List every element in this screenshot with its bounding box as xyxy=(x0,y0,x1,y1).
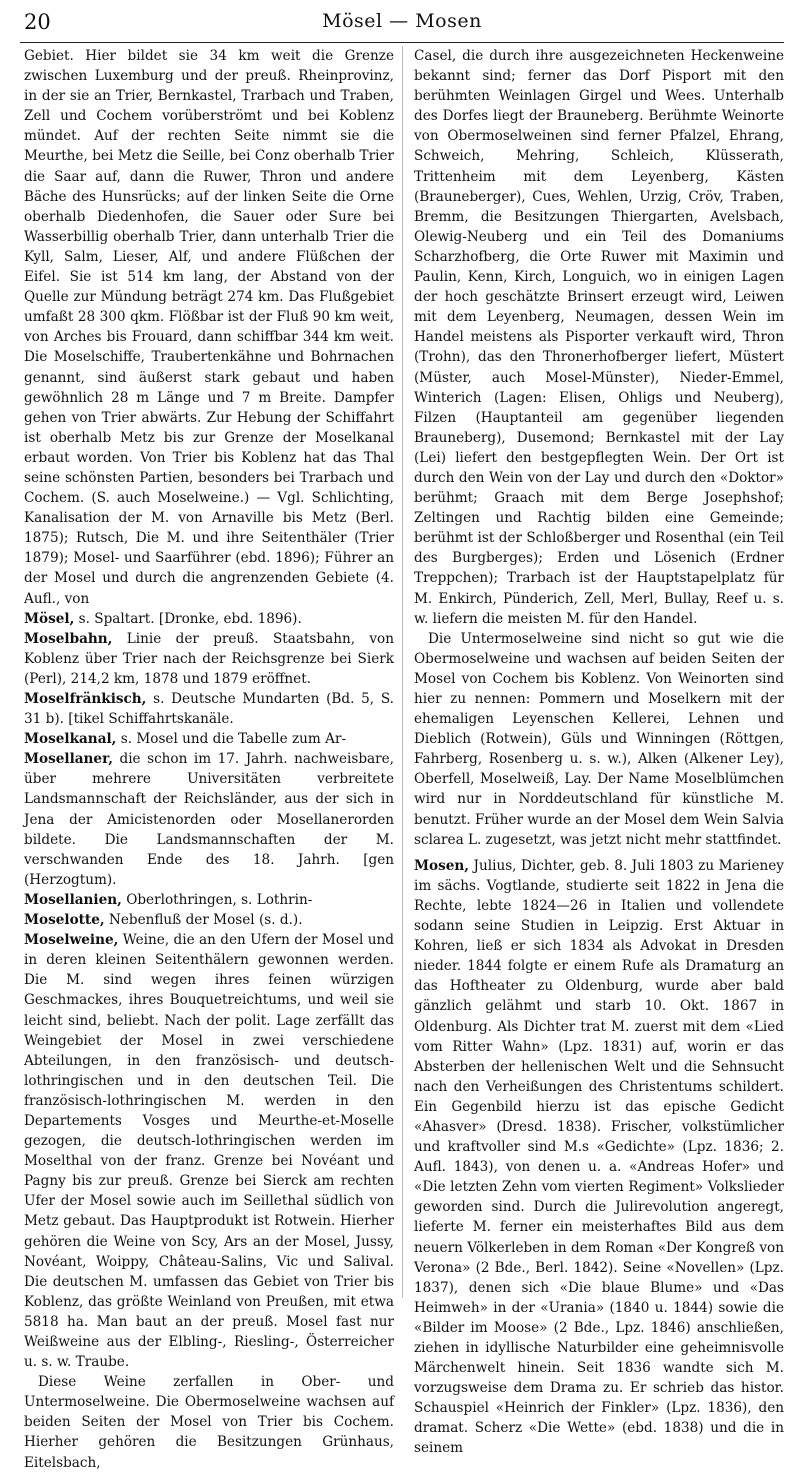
lemma: Mosellanien, xyxy=(24,891,122,908)
entry-moselkanal: Moselkanal, s. Mosel und die Tabelle zum Ar- xyxy=(24,731,347,748)
lemma: Moselbahn, xyxy=(24,630,113,647)
lemma: Mösel, xyxy=(24,610,75,627)
lemma: Moselotte, xyxy=(24,912,105,929)
entry-moselotte: Moselotte, Nebenfluß der Mosel (s. d.). xyxy=(24,912,303,929)
page-number: 20 xyxy=(24,10,51,34)
page-header xyxy=(24,6,780,40)
lemma: Mosen, xyxy=(414,857,470,874)
entry-moselfraenkisch: Moselfränkisch, s. Deutsche Mundarten (Bd. 5, S. 31 b). [tikel Schiffahrtskanäle. xyxy=(24,691,394,728)
entry-moesel: Mösel, s. Spaltart. [Dronke, ebd. 1896). xyxy=(24,610,302,627)
entry-moselweine-part2: Diese Weine zerfallen in Ober- und Untermoselweine. Die Obermoselweine wachsen auf beiden Seiten der Mosel von Trier bis Cochem. Hierher gehören die Besitzungen Grünhaus, Eitelsbach, xyxy=(24,1374,394,1471)
entry-mosel-continued: Gebiet. Hier bildet sie 34 km weit die Grenze zwischen Luxemburg und der preuß. Rheinprovinz, in der sie an Trier, Bernkastel, Trarbach und Traben, Zell und Cochem vorüberströmt und bei Koblenz mündet. Auf der rechten Seite nimmt sie die Meurthe, bei Metz die Seille, bei Conz oberhalb Trier die Saar auf, dann die Ruwer, Thron und andere Bäche des Hunsrücks; auf der linken Seite die Orne oberhalb Diedenhofen, die Sauer oder Sure bei Wasserbillig oberhalb Trier, dann unterhalb Trier die Kyll, Salm, Lieser, Alf, und andere Flüßchen der Eifel. Sie ist 514 km lang, der Abstand von der Quelle zur Mündung beträgt 274 km. Das Flußgebiet umfaßt 28 300 qkm. Flößbar ist der Fluß 90 km weit, von Arches bis Frouard, dann schiffbar 344 km weit. Die Moselschiffe, Traubertenkähne und Bohrnachen genannt, sind äußerst stark gebaut und haben gewöhnlich 28 m Länge und 7 m Breite. Dampfer gehen von Trier abwärts. Zur Hebung der Schiffahrt ist oberhalb Metz bis zur Grenze der Moselkanal erbaut worden. Von Trier bis Koblenz hat das Thal seine schönsten Partien, besonders bei Trarbach und Cochem. (S. auch Moselweine.) — Vgl. Schlichting, Kanalisation der M. von Arnaville bis Metz (Berl. 1875); Rutsch, Die M. und ihre Seitenthäler (Trier 1879); Mosel- und Saarführer (ebd. 1896); Führer an der Mosel und durch die angrenzenden Gebiete (4. Aufl., von xyxy=(24,48,394,607)
lemma: Moselweine, xyxy=(24,932,119,949)
entry-mosellaner: Mosellaner, die schon im 17. Jahrh. nachweisbare, über mehrere Universitäten verbreitete Landsmannschaft der Reichsländer, aus der sich in Jena der Amicistenorden oder Mosellanerorden bildete. Die Landsmannschaften der M. verschwanden Ende des 18. Jahrh. [gen (Herzogtum). xyxy=(24,751,394,888)
entry-mosen: Mosen, Julius, Dichter, geb. 8. Juli 1803 zu Marieney im sächs. Vogtlande, studierte seit 1822 in Jena die Rechte, lebte 1824—26 in Italien und vollendete sodann seine Studien in Leipzig. Erst Aktuar in Kohren, ließ er sich 1834 als Advokat in Dresden nieder. 1844 folgte er einem Rufe als Dramaturg an das Hoftheater zu Oldenburg, wurde aber bald gänzlich gelähmt und starb 10. Okt. 1867 in Oldenburg. Als Dichter trat M. zuerst mit dem «Lied vom Ritter Wahn» (Lpz. 1831) auf, worin er das Absterben der hellenischen Welt und die Sehnsucht nach den Verheißungen des Christentums schildert. Ein Gegenbild hierzu ist das epische Gedicht «Ahasver» (Dresd. 1838). Frischer, volkstümlicher und kraftvoller sind M.s «Gedichte» (Lpz. 1836; 2. Aufl. 1843), von denen u. a. «Andreas Hofer» und «Die letzten Zehn vom vierten Regiment» Volkslieder geworden sind. Durch die Julirevolution angeregt, lieferte M. ferner ein meisterhaftes Bild aus dem neuern Völkerleben in dem Roman «Der Kongreß von Verona» (2 Bde., Berl. 1842). Seine «Novellen» (Lpz. 1837), denen sich «Die blaue Blume» und «Das Heimweh» in der «Urania» (1840 u. 1844) sowie die «Bilder im Moose» (2 Bde., Lpz. 1846) anschließen, ziehen in idyllische Naturbilder eine geheimnisvolle Märchenwelt hinein. Seit 1836 wandte sich M. vorzugsweise dem Drama zu. Er schrieb das histor. Schauspiel «Heinrich der Finkler» (Lpz. 1836), den dramat. Scherz «Die Wette» (ebd. 1838) und die in seinem xyxy=(414,857,784,1457)
header-rule xyxy=(20,42,784,43)
running-title: Mösel — Mosen xyxy=(322,10,482,32)
left-column xyxy=(24,46,394,1473)
lemma: Moselkanal, xyxy=(24,731,117,748)
column-divider xyxy=(402,46,403,1298)
lemma: Mosellaner, xyxy=(24,751,113,768)
entry-moselweine: Moselweine, Weine, die an den Ufern der Mosel und in deren kleinen Seitenthälern gewonnen werden. Die M. sind wegen ihres feinen würzigen Geschmackes, ihres Bouquetreichtums, und weil sie leicht sind, beliebt. Nach der polit. Lage zerfällt das Weingebiet der Mosel in zwei verschiedene Abteilungen, in den französisch- und deutsch-lothringischen und in den deutschen Teil. Die französisch-lothringischen M. werden in den Departements Vosges und Meurthe-et-Moselle gezogen, die deutsch-lothringischen werden im Moselthal von der franz. Grenze bei Novéant und Pagny bis zur preuß. Grenze bei Sierck am rechten Ufer der Mosel sowie auch im Seillethal südlich von Metz gebaut. Das Hauptprodukt ist Rotwein. Hierher gehören die Weine von Scy, Ars an der Mosel, Jussy, Novéant, Woippy, Château-Salins, Vic und Salival. Die deutschen M. umfassen das Gebiet von Trier bis Koblenz, das größte Weinland von Preußen, mit etwa 5818 ha. Man baut an der preuß. Mosel fast nur Weißweine aus der Elbling-, Riesling-, Österreicher u. s. w. Traube. xyxy=(24,932,394,1371)
right-column xyxy=(414,46,784,1459)
entry-moselbahn: Moselbahn, Linie der preuß. Staatsbahn, von Koblenz über Trier nach der Reichsgrenze bei Sierk (Perl), 214,2 km, 1878 und 1879 eröffnet. xyxy=(24,630,394,687)
entry-untermoselweine: Die Untermoselweine sind nicht so gut wie die Obermoselweine und wachsen auf beiden Seiten der Mosel von Cochem bis Koblenz. Von Weinorten sind hier zu nennen: Pommern und Moselkern mit der ehemaligen Leyenschen Kellerei, Lehnen und Dieblich (Rotwein), Güls und Winningen (Röttgen, Fahrberg, Rosenberg u. s. w.), Alken (Alkener Ley), Oberfell, Moselweiß, Lay. Der Name Moselblümchen wird nur in Norddeutschland für künstliche M. benutzt. Früher wurde an der Mosel dem Wein Salvia sclarea L. zugesetzt, was jetzt nicht mehr stattfindet. xyxy=(414,630,784,848)
entry-mosellanien: Mosellanien, Oberlothringen, s. Lothrin- xyxy=(24,891,313,908)
lemma: Moselfränkisch, xyxy=(24,691,147,707)
entry-moselweine-continued: Casel, die durch ihre ausgezeichneten Heckenweine bekannt sind; ferner das Dorf Pisport mit den berühmten Weinlagen Girgel und Wees. Unterhalb des Dorfes liegt der Brauneberg. Berühmte Weinorte von Obermoselweinen sind ferner Pfalzel, Ehrang, Schweich, Mehring, Schleich, Klüsserath, Trittenheim mit dem Leyenberg, Kästen (Brauneberger), Cues, Wehlen, Urzig, Cröv, Traben, Bremm, die Besitzungen Thiergarten, Avelsbach, Olewig-Neuberg und ein Teil des Domaniums Scharzhofberg, die Orte Ruwer mit Maximin und Paulin, Kenn, Kirch, Longuich, wo in einigen Lagen der hoch geschätzte Brinsert erzeugt wird, Leiwen mit dem Leyenberg, Neumagen, dessen Wein im Handel meistens als Pisporter verkauft wird, Thron (Trohn), das den Thronerhofberger liefert, Müstert (Müster, auch Mosel-Münster), Nieder-Emmel, Winterich (Lagen: Elisen, Ohligs und Neuberg), Filzen (Hauptanteil am gegenüber liegenden Brauneberg), Dusemond; Bernkastel mit der Lay (Lei) liefert den bestgepflegten Wein. Der Ort ist durch den Wein von der Lay und durch den «Doktor» berühmt; Graach mit dem Berge Josephshof; Zeltingen und Rachtig bilden eine Gemeinde; berühmt ist der Schloßberger und Rosenthal (ein Teil des Burgberges); Erden und Lösenich (Erdner Treppchen); Trarbach ist der Hauptstapelplatz für M. Enkirch, Pünderich, Zell, Merl, Bullay, Reef u. s. w. liefern die meisten M. für den Handel. xyxy=(414,48,784,627)
